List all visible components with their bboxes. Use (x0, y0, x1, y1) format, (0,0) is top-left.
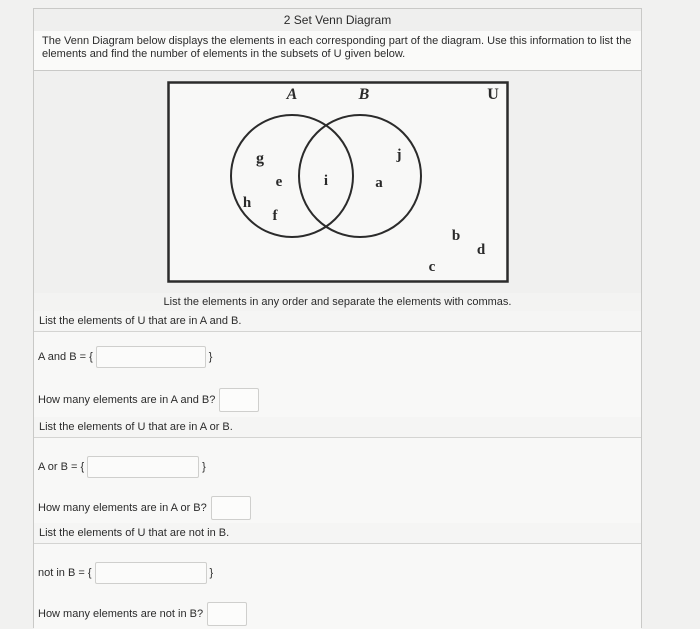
universal-set-label: U (487, 86, 499, 103)
problem-sheet (33, 8, 642, 628)
venn-diagram (167, 81, 509, 283)
section-a-or-b (34, 417, 641, 524)
not-in-b-count-row (38, 601, 247, 627)
element-j: j (396, 147, 402, 163)
section-heading: List the elements of U that are not in B. (34, 523, 641, 544)
section-heading: List the elements of U that are in A and B. (34, 311, 641, 332)
not-in-b-count-input[interactable] (207, 602, 247, 626)
close-brace: } (202, 461, 206, 473)
section-a-and-b (34, 311, 641, 418)
count-question: How many elements are in A or B? (38, 502, 207, 514)
element-a: a (375, 175, 383, 191)
element-i: i (323, 173, 329, 189)
count-question: How many elements are in A and B? (38, 394, 216, 406)
element-c: c (428, 259, 436, 275)
instruction-text: List the elements in any order and separate the elements with commas. (34, 293, 641, 312)
set-b-label: B (358, 86, 370, 103)
close-brace: } (208, 351, 213, 363)
intro-text: The Venn Diagram below displays the elements in each corresponding part of the diagram. Use this information to list the elements and find the number of elements in the subsets of U given below. (34, 31, 641, 71)
set-label: not in B = { (38, 567, 92, 579)
count-question: How many elements are not in B? (38, 608, 204, 620)
a-and-b-set-row (38, 345, 212, 369)
element-g: g (256, 150, 264, 167)
venn-diagram-panel (34, 71, 641, 294)
a-or-b-count-input[interactable] (211, 496, 251, 520)
element-e: e (275, 174, 283, 190)
a-or-b-input[interactable] (87, 456, 199, 478)
a-or-b-count-row (38, 495, 251, 521)
close-brace: } (209, 567, 214, 579)
a-or-b-set-row (38, 455, 206, 479)
universal-set-rect (169, 83, 508, 282)
a-and-b-input[interactable] (96, 346, 206, 368)
section-not-in-b (34, 523, 641, 629)
set-a-label: A (286, 86, 298, 103)
section-heading: List the elements of U that are in A or B. (34, 417, 641, 438)
not-in-b-set-row (38, 561, 213, 585)
a-and-b-count-row (38, 387, 259, 413)
problem-title: 2 Set Venn Diagram (34, 9, 641, 32)
element-d: d (476, 242, 486, 258)
element-h: h (242, 195, 252, 211)
set-label: A and B = { (38, 351, 93, 363)
element-f: f (272, 208, 278, 224)
set-label: A or B = { (38, 461, 85, 473)
not-in-b-input[interactable] (95, 562, 207, 584)
a-and-b-count-input[interactable] (219, 388, 259, 412)
element-b: b (451, 228, 461, 244)
